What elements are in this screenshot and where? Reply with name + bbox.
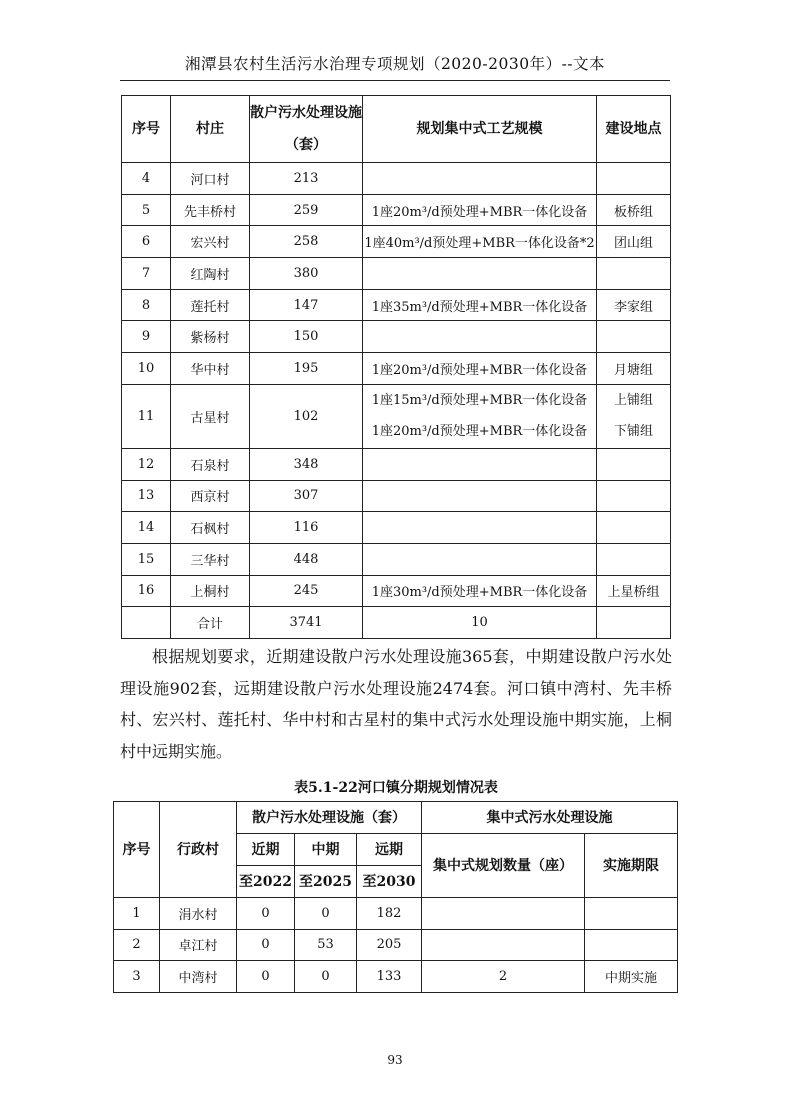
cell-location-line2: 下铺组 [613,424,653,440]
header-no: 序号 [122,96,171,163]
cell-far: 133 [357,961,422,993]
cell-plan [363,258,597,290]
cell-plan: 1座20m³/d预处理+MBR一体化设备 [363,194,597,226]
total-count: 10 [363,607,597,639]
cell-period [585,929,678,961]
cell-no: 14 [122,512,171,544]
cell-no: 5 [122,194,171,226]
table-row [122,448,671,480]
cell-sets: 195 [250,353,363,385]
table-row [122,258,671,290]
cell-location [597,321,671,353]
cell-period: 中期实施 [585,961,678,993]
cell-location: 上星桥组 [597,575,671,607]
cell-sets: 259 [250,194,363,226]
table2-caption: 表5.1-22河口镇分期规划情况表 [294,780,498,796]
cell-far: 205 [357,929,422,961]
cell-plan [363,321,597,353]
cell-count [422,898,585,930]
cell-no: 13 [122,480,171,512]
cell-village: 红陶村 [171,258,250,290]
cell-no: 11 [122,384,171,448]
cell-village: 卓江村 [160,929,237,961]
cell-plan [363,384,597,448]
cell-location-line1: 上铺组 [613,392,653,408]
header-far: 远期 [357,834,422,866]
header-period: 实施期限 [585,834,678,898]
cell-village: 西京村 [171,480,250,512]
header-scattered [250,96,363,163]
cell-village: 三华村 [171,543,250,575]
cell-sets: 307 [250,480,363,512]
header-rule [120,80,670,81]
cell-no: 2 [114,929,160,961]
cell-village: 石枫村 [171,512,250,544]
cell-village: 宏兴村 [171,226,250,258]
table-row [114,929,678,961]
cell-plan [363,163,597,195]
cell-village: 华中村 [171,353,250,385]
cell-no: 10 [122,353,171,385]
table-header-row [122,96,671,163]
cell-village: 上桐村 [171,575,250,607]
page-number: 93 [387,1053,403,1067]
table-row [114,898,678,930]
cell-count [422,929,585,961]
cell-sets: 348 [250,448,363,480]
cell-no: 15 [122,543,171,575]
cell-plan [363,543,597,575]
cell-sets: 380 [250,258,363,290]
cell-count: 2 [422,961,585,993]
header-near-year: 至2022 [237,866,295,898]
cell-village: 先丰桥村 [171,194,250,226]
cell-location [597,543,671,575]
table-row [122,289,671,321]
body-paragraph: 根据规划要求，近期建设散户污水处理设施365套，中期建设散户污水处理设施902套，远期建设散户污水处理设施2474套。河口镇中湾村、先丰桥村、宏兴村、莲托村、华中村和古星村的集中式污水处理设施中期实施，上桐村中远期实施。 [120,647,672,761]
cell-sets: 116 [250,512,363,544]
total-sets: 3741 [250,607,363,639]
cell-village: 涓水村 [160,898,237,930]
cell-period [585,898,678,930]
cell-near: 0 [237,898,295,930]
cell-sets: 213 [250,163,363,195]
cell-sets: 150 [250,321,363,353]
village-facility-table [121,95,671,639]
header-location: 建设地点 [597,96,671,163]
cell-village: 古星村 [171,384,250,448]
cell-sets: 245 [250,575,363,607]
cell-plan: 1座20m³/d预处理+MBR一体化设备 [363,353,597,385]
cell-no: 6 [122,226,171,258]
phased-plan-table [113,801,678,993]
header-scattered-line1: 散户污水处理设施 [250,105,362,121]
header-village: 村庄 [171,96,250,163]
cell-village: 中湾村 [160,961,237,993]
cell-sets: 258 [250,226,363,258]
header-centralized: 集中式污水处理设施 [422,802,678,834]
cell-no: 16 [122,575,171,607]
cell-far: 182 [357,898,422,930]
cell-village: 莲托村 [171,289,250,321]
cell-village: 紫杨村 [171,321,250,353]
header-mid: 中期 [295,834,357,866]
cell-mid: 0 [295,961,357,993]
cell-location [597,384,671,448]
cell-location [597,258,671,290]
cell-location [597,480,671,512]
cell-location: 团山组 [597,226,671,258]
header-mid-year: 至2025 [295,866,357,898]
table-header-row [114,802,678,834]
cell-plan: 1座35m³/d预处理+MBR一体化设备 [363,289,597,321]
table-row [122,194,671,226]
cell-location [597,163,671,195]
cell-location [597,512,671,544]
cell-no [122,607,171,639]
header-village: 行政村 [160,802,237,898]
header-centralized: 规划集中式工艺规模 [363,96,597,163]
table-row [114,961,678,993]
cell-mid: 53 [295,929,357,961]
cell-sets: 102 [250,384,363,448]
cell-near: 0 [237,961,295,993]
header-scattered-line2: （套） [285,137,327,153]
header-count: 集中式规划数量（座） [422,834,585,898]
page-header: 湘潭县农村生活污水治理专项规划（2020-2030年）--文本 [184,55,606,73]
table-row [122,543,671,575]
cell-location [597,607,671,639]
cell-near: 0 [237,929,295,961]
cell-plan-line1: 1座15m³/d预处理+MBR一体化设备 [371,392,588,408]
header-no: 序号 [114,802,160,898]
header-scattered: 散户污水处理设施（套） [237,802,422,834]
table-row [122,512,671,544]
cell-no: 1 [114,898,160,930]
cell-no: 9 [122,321,171,353]
cell-plan [363,480,597,512]
cell-mid: 0 [295,898,357,930]
table-row [122,575,671,607]
cell-plan [363,448,597,480]
cell-location: 月塘组 [597,353,671,385]
cell-village: 石泉村 [171,448,250,480]
cell-sets: 448 [250,543,363,575]
cell-no: 3 [114,961,160,993]
cell-plan: 1座30m³/d预处理+MBR一体化设备 [363,575,597,607]
cell-location [597,448,671,480]
cell-village: 河口村 [171,163,250,195]
header-far-year: 至2030 [357,866,422,898]
cell-plan: 1座40m³/d预处理+MBR一体化设备*2 [363,226,597,258]
cell-sets: 147 [250,289,363,321]
table-row [122,353,671,385]
table-row [122,163,671,195]
table-row [122,226,671,258]
table-row [122,321,671,353]
header-near: 近期 [237,834,295,866]
table-row [122,384,671,448]
cell-plan-line2: 1座20m³/d预处理+MBR一体化设备 [371,424,588,440]
cell-location: 板桥组 [597,194,671,226]
cell-plan [363,512,597,544]
table-row [122,480,671,512]
cell-no: 7 [122,258,171,290]
cell-location: 李家组 [597,289,671,321]
cell-no: 12 [122,448,171,480]
total-row [122,607,671,639]
cell-no: 8 [122,289,171,321]
cell-no: 4 [122,163,171,195]
total-label: 合计 [171,607,250,639]
